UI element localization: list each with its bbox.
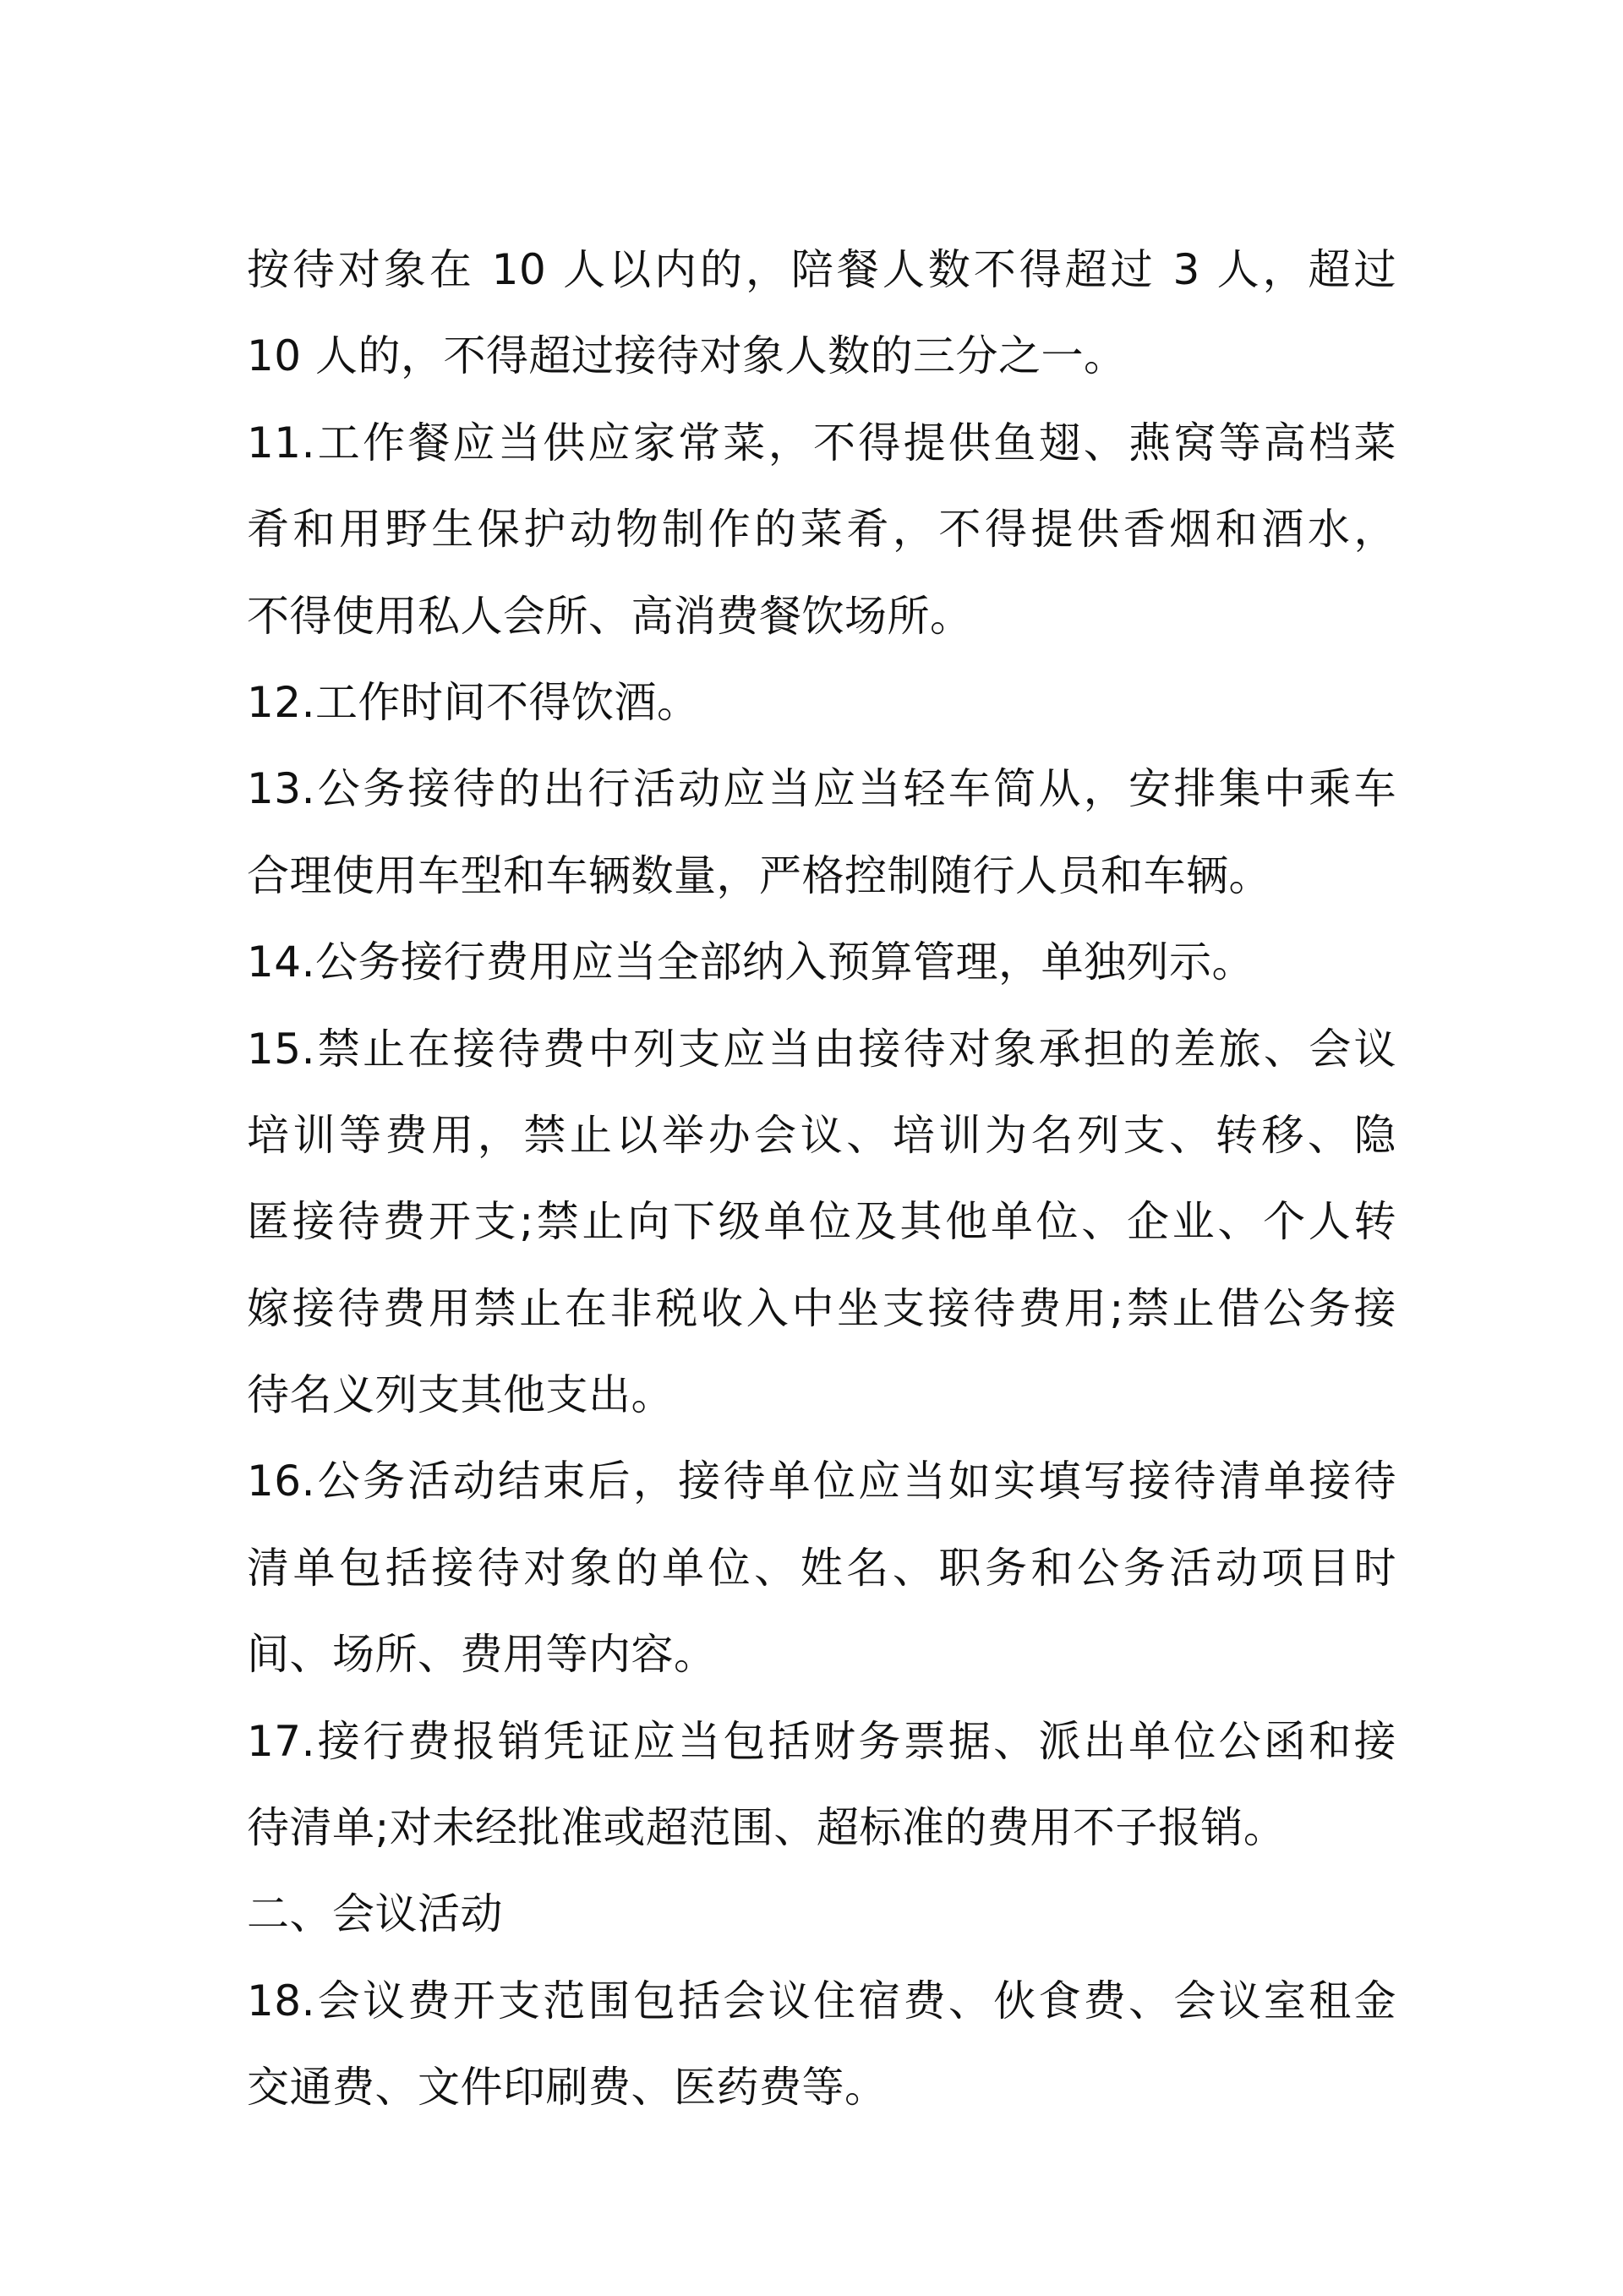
document-body — [247, 227, 1396, 2131]
text-line: 12.工作时间不得饮酒。 — [247, 677, 700, 727]
text-line: 10 人的，不得超过接待对象人数的三分之一。 — [247, 331, 1127, 381]
text-line: 18.会议费开支范围包括会议住宿费、伙食费、会议室租金 — [247, 1976, 1396, 2025]
text-line: 15.禁止在接待费中列支应当由接待对象承担的差旅、会议 — [247, 1024, 1396, 1074]
text-line: 培训等费用，禁止以举办会议、培训为名列支、转移、隐 — [247, 1110, 1396, 1160]
text-line: 17.接行费报销凭证应当包括财务票据、派出单位公函和接 — [247, 1716, 1396, 1766]
text-line: 间、场所、费用等内容。 — [247, 1630, 717, 1680]
text-line: 11.工作餐应当供应家常菜，不得提供鱼翅、燕窝等高档菜 — [247, 418, 1396, 467]
text-line: 13.公务接待的出行活动应当应当轻车简从，安排集中乘车 — [247, 764, 1396, 814]
text-line: 16.公务活动结束后，接待单位应当如实填写接待清单接待 — [247, 1457, 1396, 1506]
text-line: 不得使用私人会所、高消费餐饮场所。 — [247, 591, 973, 641]
text-line: 待清单;对未经批准或超范围、超标准的费用不子报销。 — [247, 1803, 1287, 1853]
text-line: 交通费、文件印刷费、医药费等。 — [247, 2063, 888, 2113]
text-line: 14.公务接行费用应当全部纳入预算管理，单独列示。 — [247, 938, 1255, 987]
text-line: 待名义列支其他支出。 — [247, 1370, 674, 1420]
text-line: 按待对象在 10 人以内的，陪餐人数不得超过 3 人，超过 — [247, 245, 1396, 294]
text-line: 清单包括接待对象的单位、姓名、职务和公务活动项目时 — [247, 1543, 1396, 1593]
text-line: 肴和用野生保护动物制作的菜肴，不得提供香烟和酒水， — [247, 505, 1396, 555]
text-line: 嫁接待费用禁止在非税收入中坐支接待费用;禁止借公务接 — [247, 1283, 1396, 1333]
section-heading: 二、会议活动 — [247, 1889, 503, 1939]
text-line: 匿接待费开支;禁止向下级单位及其他单位、企业、个人转 — [247, 1197, 1396, 1247]
text-line: 合理使用车型和车辆数量，严格控制随行人员和车辆。 — [247, 850, 1271, 900]
